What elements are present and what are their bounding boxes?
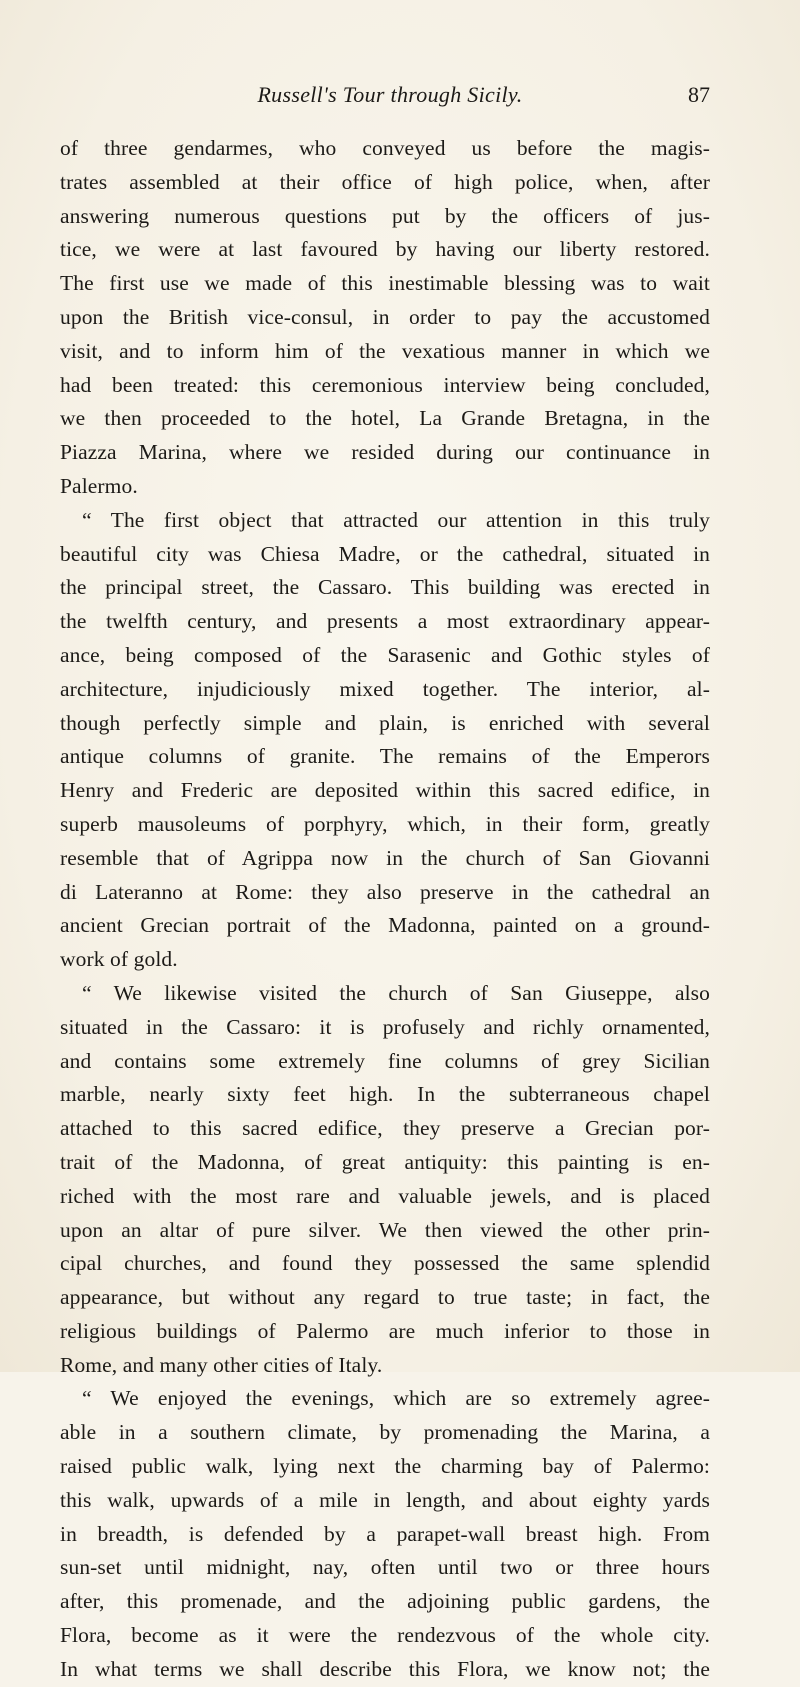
text-line: marble, nearly sixty feet high. In the subterraneous chapel — [60, 1082, 710, 1107]
text-line: able in a southern climate, by promenading the Marina, a — [60, 1420, 710, 1445]
text-line: had been treated: this ceremonious interview being concluded, — [60, 372, 710, 397]
text-line: ancient Grecian portrait of the Madonna, painted on a ground- — [60, 913, 710, 938]
text-line: of three gendarmes, who conveyed us before the magis- — [60, 136, 710, 160]
text-line: resemble that of Agrippa now in the church of San Giovanni — [60, 845, 710, 870]
text-line: In what terms we shall describe this Flora, we know not; the — [60, 1656, 710, 1681]
text-line: trait of the Madonna, of great antiquity: this painting is en- — [60, 1149, 710, 1174]
text-line: and contains some extremely fine columns of grey Sicilian — [60, 1048, 710, 1073]
text-line: the principal street, the Cassaro. This building was erected in — [60, 575, 710, 600]
text-line: after, this promenade, and the adjoining public gardens, the — [60, 1589, 710, 1614]
page-number: 87 — [688, 82, 710, 107]
text-line: attached to this sacred edifice, they preserve a Grecian por- — [60, 1116, 710, 1141]
text-line: trates assembled at their office of high police, when, after — [60, 169, 710, 194]
text-line: beautiful city was Chiesa Madre, or the cathedral, situated in — [60, 541, 710, 566]
text-line: Palermo. — [60, 473, 138, 498]
text-line: visit, and to inform him of the vexatious manner in which we — [60, 338, 710, 363]
running-head — [70, 82, 710, 114]
text-line: superb mausoleums of porphyry, which, in their form, greatly — [60, 811, 710, 836]
text-line: di Lateranno at Rome: they also preserve in the cathedral an — [60, 879, 710, 904]
text-line: Flora, become as it were the rendezvous of the whole city. — [60, 1623, 710, 1648]
text-line: cipal churches, and found they possessed the same splendid — [60, 1251, 710, 1276]
running-title: Russell's Tour through Sicily. — [257, 82, 523, 107]
text-line: this walk, upwards of a mile in length, and about eighty yards — [60, 1487, 710, 1512]
text-line: ance, being composed of the Sarasenic and Gothic styles of — [60, 642, 710, 667]
text-line: “ We likewise visited the church of San Giuseppe, also — [82, 980, 710, 1005]
body-text — [60, 132, 710, 1687]
text-line: antique columns of granite. The remains of the Emperors — [60, 744, 710, 769]
text-line: we then proceeded to the hotel, La Grande Bretagna, in the — [60, 406, 710, 431]
text-line: work of gold. — [60, 947, 178, 972]
text-line: sun-set until midnight, nay, often until two or three hours — [60, 1555, 710, 1580]
text-line: Rome, and many other cities of Italy. — [60, 1352, 383, 1377]
text-line: upon an altar of pure silver. We then viewed the other prin- — [60, 1217, 710, 1242]
text-line: religious buildings of Palermo are much inferior to those in — [60, 1318, 710, 1343]
text-line: upon the British vice-consul, in order to pay the accustomed — [60, 304, 710, 329]
text-line: appearance, but without any regard to true taste; in fact, the — [60, 1285, 710, 1310]
text-line: the twelfth century, and presents a most extraordinary appear- — [60, 609, 710, 634]
text-line: situated in the Cassaro: it is profusely and richly ornamented, — [60, 1014, 710, 1039]
text-line: “ We enjoyed the evenings, which are so extremely agree- — [82, 1386, 710, 1411]
text-line: Henry and Frederic are deposited within this sacred edifice, in — [60, 778, 710, 803]
text-line: The first use we made of this inestimable blessing was to wait — [60, 271, 710, 296]
text-line: riched with the most rare and valuable jewels, and is placed — [60, 1183, 710, 1208]
text-line: Piazza Marina, where we resided during our continuance in — [60, 440, 710, 465]
text-line: “ The first object that attracted our attention in this truly — [82, 507, 710, 532]
text-line: architecture, injudiciously mixed together. The interior, al- — [60, 676, 710, 701]
text-line: though perfectly simple and plain, is enriched with several — [60, 710, 710, 735]
text-line: answering numerous questions put by the officers of jus- — [60, 203, 710, 228]
text-line: tice, we were at last favoured by having our liberty restored. — [60, 237, 710, 262]
text-line: raised public walk, lying next the charming bay of Palermo: — [60, 1454, 710, 1479]
text-line: in breadth, is defended by a parapet-wall breast high. From — [60, 1521, 710, 1546]
